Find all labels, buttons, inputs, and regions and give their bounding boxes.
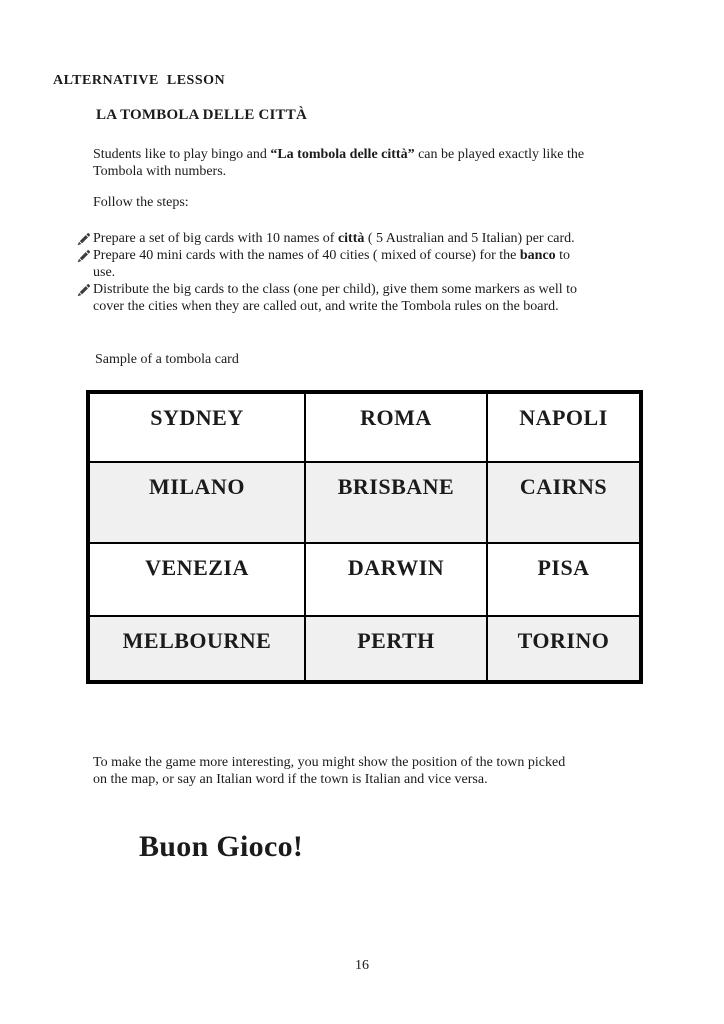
tombola-cell: VENEZIA [88,543,305,616]
closing-line-1: To make the game more interesting, you might show the position of the town picked [93,755,566,770]
table-row [88,392,641,462]
step-item [77,230,707,247]
step-text: Prepare 40 mini cards with the names of 40 cities ( mixed of course) for the banco to use. [93,248,571,280]
table-row [88,462,641,543]
tombola-card-table [86,390,643,684]
intro-paragraph [93,146,693,180]
follow-steps-label: Follow the steps: [93,195,189,210]
signoff-text: Buon Gioco! [139,830,304,863]
step-item [77,247,707,281]
tombola-cell: SYDNEY [88,392,305,462]
tombola-cell: MELBOURNE [88,616,305,682]
step-text: Distribute the big cards to the class (one per child), give them some markers as well to cover the cities when they are called out, and write the Tombola rules on the board. [93,282,578,314]
tombola-cell: PERTH [305,616,487,682]
tombola-cell: CAIRNS [487,462,641,543]
step-text: Prepare a set of big cards with 10 names of città ( 5 Australian and 5 Italian) per card. [93,231,575,246]
steps-list [77,230,707,315]
closing-line-2: on the map, or say an Italian word if the town is Italian and vice versa. [93,772,488,787]
pencil-icon [77,283,91,297]
closing-paragraph [93,754,693,788]
table-row [88,543,641,616]
pencil-icon [77,249,91,263]
step-item [77,281,707,315]
page-title: ALTERNATIVE LESSON [53,73,226,88]
page-number: 16 [355,958,369,973]
tombola-cell: DARWIN [305,543,487,616]
section-title: LA TOMBOLA DELLE CITTÀ [96,107,307,123]
intro-line-1: Students like to play bingo and “La tombola delle città” can be played exactly like the [93,147,585,162]
tombola-cell: TORINO [487,616,641,682]
intro-line-2: Tombola with numbers. [93,164,227,179]
tombola-cell: MILANO [88,462,305,543]
table-row [88,616,641,682]
tombola-cell: ROMA [305,392,487,462]
pencil-icon [77,232,91,246]
tombola-cell: BRISBANE [305,462,487,543]
tombola-cell: NAPOLI [487,392,641,462]
sample-card-caption: Sample of a tombola card [95,352,239,367]
tombola-cell: PISA [487,543,641,616]
